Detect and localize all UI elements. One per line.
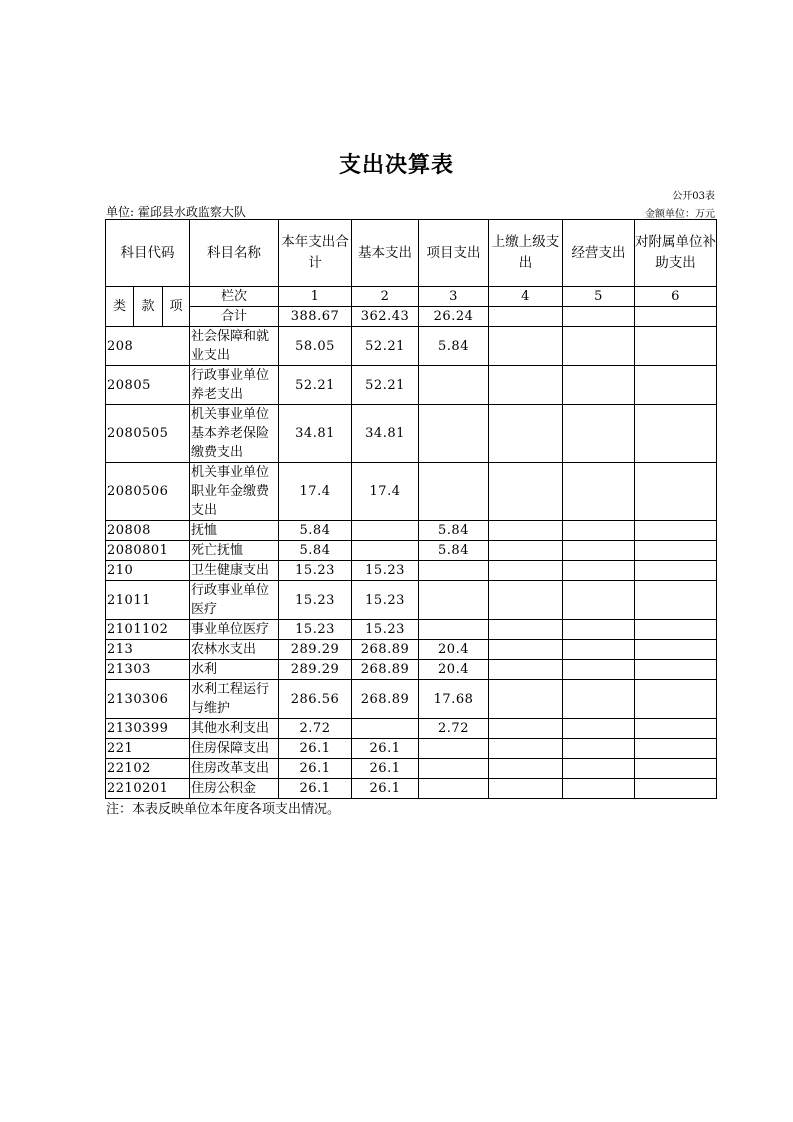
cell-business — [563, 327, 635, 366]
cell-subsidy — [635, 719, 717, 739]
cell-project — [419, 759, 489, 779]
subject-name: 卫生健康支出 — [190, 561, 279, 581]
subject-code: 2080801 — [106, 541, 190, 561]
cell-project — [419, 561, 489, 581]
cell-subsidy — [635, 521, 717, 541]
table-row — [106, 640, 717, 660]
cell-upper — [489, 680, 563, 719]
cell-project — [419, 581, 489, 620]
subject-code: 22102 — [106, 759, 190, 779]
cell-project: 20.4 — [419, 640, 489, 660]
subject-name: 住房保障支出 — [190, 739, 279, 759]
cell-total: 26.1 — [279, 739, 352, 759]
cell-upper — [489, 581, 563, 620]
cell-project — [419, 620, 489, 640]
col-index: 5 — [563, 287, 635, 307]
cell-basic: 26.1 — [352, 739, 419, 759]
subject-code: 20805 — [106, 366, 190, 405]
header-subsidy: 对附属单位补助支出 — [635, 220, 717, 287]
cell-subsidy — [635, 581, 717, 620]
header-row — [106, 220, 717, 287]
table-row — [106, 779, 717, 799]
subject-name: 农林水支出 — [190, 640, 279, 660]
subject-code: 20808 — [106, 521, 190, 541]
cell-subsidy — [635, 739, 717, 759]
subject-name: 住房公积金 — [190, 779, 279, 799]
money-unit: 金额单位：万元 — [645, 209, 715, 220]
cell-upper — [489, 759, 563, 779]
subject-name: 行政事业单位医疗 — [190, 581, 279, 620]
cell-total: 26.1 — [279, 759, 352, 779]
cell-subsidy — [635, 405, 717, 463]
subject-name: 水利工程运行与维护 — [190, 680, 279, 719]
cell-total: 289.29 — [279, 660, 352, 680]
header-name: 科目名称 — [190, 220, 279, 287]
cell-upper — [489, 541, 563, 561]
cell-subsidy — [635, 561, 717, 581]
cell-project — [419, 366, 489, 405]
cell-basic: 268.89 — [352, 680, 419, 719]
subject-name: 机关事业单位基本养老保险缴费支出 — [190, 405, 279, 463]
subject-code: 2130306 — [106, 680, 190, 719]
cell-business — [563, 719, 635, 739]
cell-basic: 15.23 — [352, 620, 419, 640]
table-row — [106, 680, 717, 719]
cell-total: 15.23 — [279, 620, 352, 640]
cell-total: 58.05 — [279, 327, 352, 366]
total-total: 388.67 — [279, 307, 352, 327]
cell-basic: 52.21 — [352, 327, 419, 366]
cell-subsidy — [635, 366, 717, 405]
table-row — [106, 759, 717, 779]
kuan-cell: 款 — [134, 287, 163, 327]
cell-total: 15.23 — [279, 561, 352, 581]
cell-upper — [489, 463, 563, 521]
table-body — [106, 327, 717, 799]
cell-basic: 17.4 — [352, 463, 419, 521]
cell-total: 34.81 — [279, 405, 352, 463]
table-row — [106, 719, 717, 739]
cell-total: 26.1 — [279, 779, 352, 799]
subject-name: 社会保障和就业支出 — [190, 327, 279, 366]
subject-name: 住房改革支出 — [190, 759, 279, 779]
subject-code: 21303 — [106, 660, 190, 680]
subject-code: 2080506 — [106, 463, 190, 521]
cell-subsidy — [635, 463, 717, 521]
cell-business — [563, 660, 635, 680]
cell-total: 17.4 — [279, 463, 352, 521]
cell-business — [563, 561, 635, 581]
cell-basic: 15.23 — [352, 561, 419, 581]
unit-label: 单位: 霍邱县水政监察大队 — [106, 205, 246, 219]
col-index: 6 — [635, 287, 717, 307]
cell-subsidy — [635, 779, 717, 799]
cell-basic — [352, 719, 419, 739]
table-row — [106, 327, 717, 366]
subject-name: 机关事业单位职业年金缴费支出 — [190, 463, 279, 521]
cell-upper — [489, 779, 563, 799]
table-row — [106, 620, 717, 640]
cell-basic: 26.1 — [352, 759, 419, 779]
cell-upper — [489, 521, 563, 541]
cell-upper — [489, 640, 563, 660]
cell-total: 2.72 — [279, 719, 352, 739]
cell-basic: 15.23 — [352, 581, 419, 620]
cell-upper — [489, 660, 563, 680]
cell-business — [563, 405, 635, 463]
empty-cell — [635, 307, 717, 327]
subject-code: 2080505 — [106, 405, 190, 463]
cell-basic: 34.81 — [352, 405, 419, 463]
footnote: 注：本表反映单位本年度各项支出情况。 — [106, 802, 341, 817]
cell-project — [419, 463, 489, 521]
cell-business — [563, 739, 635, 759]
cell-business — [563, 541, 635, 561]
cell-basic — [352, 521, 419, 541]
cell-project: 5.84 — [419, 327, 489, 366]
cell-subsidy — [635, 620, 717, 640]
empty-cell — [563, 307, 635, 327]
col-index: 1 — [279, 287, 352, 307]
table-row — [106, 581, 717, 620]
cell-upper — [489, 405, 563, 463]
table-row — [106, 405, 717, 463]
cell-project: 5.84 — [419, 541, 489, 561]
header-upper: 上缴上级支出 — [489, 220, 563, 287]
column-index-row — [106, 287, 717, 307]
cell-upper — [489, 719, 563, 739]
expenditure-table — [105, 219, 717, 799]
cell-total: 289.29 — [279, 640, 352, 660]
total-basic: 362.43 — [352, 307, 419, 327]
subject-code: 2210201 — [106, 779, 190, 799]
cell-total: 5.84 — [279, 521, 352, 541]
table-row — [106, 521, 717, 541]
cell-business — [563, 366, 635, 405]
table-row — [106, 463, 717, 521]
cell-upper — [489, 366, 563, 405]
subject-name: 其他水利支出 — [190, 719, 279, 739]
cell-subsidy — [635, 640, 717, 660]
cell-subsidy — [635, 660, 717, 680]
subject-name: 行政事业单位养老支出 — [190, 366, 279, 405]
table-row — [106, 541, 717, 561]
cell-project — [419, 779, 489, 799]
subject-name: 死亡抚恤 — [190, 541, 279, 561]
cell-business — [563, 463, 635, 521]
subject-name: 抚恤 — [190, 521, 279, 541]
subject-code: 21011 — [106, 581, 190, 620]
subject-code: 2130399 — [106, 719, 190, 739]
cell-upper — [489, 620, 563, 640]
table-row — [106, 660, 717, 680]
subject-code: 208 — [106, 327, 190, 366]
cell-project: 20.4 — [419, 660, 489, 680]
cell-project — [419, 739, 489, 759]
cell-project: 2.72 — [419, 719, 489, 739]
lei-cell: 类 — [106, 287, 134, 327]
cell-project — [419, 405, 489, 463]
cell-business — [563, 521, 635, 541]
cell-basic: 26.1 — [352, 779, 419, 799]
cell-business — [563, 620, 635, 640]
cell-business — [563, 759, 635, 779]
header-business: 经营支出 — [563, 220, 635, 287]
table-row — [106, 561, 717, 581]
cell-upper — [489, 327, 563, 366]
cell-subsidy — [635, 541, 717, 561]
col-index: 3 — [419, 287, 489, 307]
cell-subsidy — [635, 759, 717, 779]
subject-name: 事业单位医疗 — [190, 620, 279, 640]
xiang-cell: 项 — [163, 287, 190, 327]
cell-business — [563, 640, 635, 660]
header-total: 本年支出合计 — [279, 220, 352, 287]
header-project: 项目支出 — [419, 220, 489, 287]
subject-code: 2101102 — [106, 620, 190, 640]
cell-upper — [489, 561, 563, 581]
col-index: 4 — [489, 287, 563, 307]
cell-total: 286.56 — [279, 680, 352, 719]
cell-total: 52.21 — [279, 366, 352, 405]
cell-subsidy — [635, 327, 717, 366]
cell-basic: 268.89 — [352, 640, 419, 660]
empty-cell — [489, 307, 563, 327]
total-row — [106, 307, 717, 327]
cell-project: 17.68 — [419, 680, 489, 719]
page-title: 支出决算表 — [338, 153, 454, 178]
cell-business — [563, 779, 635, 799]
cell-upper — [489, 739, 563, 759]
form-number: 公开03表 — [672, 191, 715, 202]
table-row — [106, 739, 717, 759]
subject-code: 210 — [106, 561, 190, 581]
col-index: 2 — [352, 287, 419, 307]
cell-project: 5.84 — [419, 521, 489, 541]
total-project: 26.24 — [419, 307, 489, 327]
cell-total: 15.23 — [279, 581, 352, 620]
cell-basic — [352, 541, 419, 561]
total-label: 合计 — [190, 307, 279, 327]
cell-subsidy — [635, 680, 717, 719]
cell-total: 5.84 — [279, 541, 352, 561]
table-row — [106, 366, 717, 405]
subject-code: 213 — [106, 640, 190, 660]
subject-name: 水利 — [190, 660, 279, 680]
cell-basic: 52.21 — [352, 366, 419, 405]
lanci-cell: 栏次 — [190, 287, 279, 307]
subject-code: 221 — [106, 739, 190, 759]
cell-basic: 268.89 — [352, 660, 419, 680]
cell-business — [563, 581, 635, 620]
header-basic: 基本支出 — [352, 220, 419, 287]
cell-business — [563, 680, 635, 719]
header-code: 科目代码 — [106, 220, 190, 287]
